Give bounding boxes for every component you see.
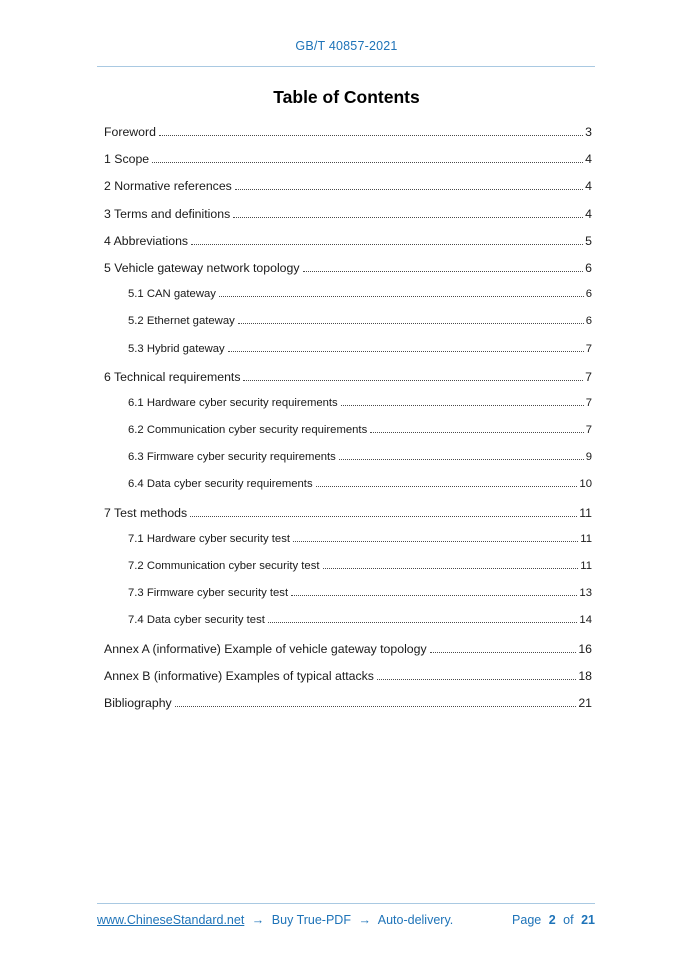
toc-entry-label: 7.1 Hardware cyber security test — [128, 532, 290, 545]
dot-leader — [190, 516, 577, 517]
toc-entry-page: 6 — [585, 315, 592, 328]
toc-entry-label: 5.2 Ethernet gateway — [128, 315, 235, 328]
toc-entry-page: 14 — [579, 614, 592, 627]
toc-entry-label: 7.2 Communication cyber security test — [128, 560, 320, 572]
toc-entry-label: 6.2 Communication cyber security requirements — [128, 424, 368, 437]
toc-entry — [104, 689, 592, 716]
dot-leader — [238, 323, 584, 324]
toc-entry-label: 5.1 CAN gateway — [128, 288, 216, 301]
dot-leader — [377, 679, 576, 680]
footer-action-delivery: Auto-delivery. — [377, 913, 454, 927]
toc-entry — [104, 172, 592, 199]
dot-leader — [219, 296, 584, 297]
of-label: of — [563, 913, 574, 927]
footer-left — [97, 913, 457, 927]
toc-entry — [104, 607, 592, 634]
dot-leader — [228, 351, 584, 352]
toc-entry — [104, 526, 592, 553]
dot-leader — [430, 652, 577, 653]
toc-entry-label: 5 Vehicle gateway network topology — [104, 260, 300, 275]
toc-entry — [104, 145, 592, 172]
toc-entry-label: 4 Abbreviations — [104, 233, 189, 248]
dot-leader — [323, 568, 579, 569]
dot-leader — [316, 486, 578, 487]
toc-entry-page: 4 — [585, 206, 592, 221]
toc-entry — [104, 635, 592, 662]
page-label: Page — [512, 913, 542, 927]
dot-leader — [159, 135, 583, 136]
toc-entry — [104, 336, 592, 363]
toc-entry-page: 7 — [585, 369, 592, 384]
toc-entry-page: 6 — [585, 260, 592, 275]
document-code: GB/T 40857-2021 — [295, 39, 398, 53]
dot-leader — [291, 595, 577, 596]
dot-leader — [152, 162, 583, 163]
toc-entry-label: Annex B (informative) Examples of typical attacks — [104, 668, 374, 683]
dot-leader — [175, 706, 577, 707]
toc-entry-page: 4 — [585, 179, 592, 194]
toc-entry-page: 10 — [579, 478, 592, 491]
toc-entry-label: Foreword — [104, 125, 156, 139]
footer-page-indicator — [508, 913, 595, 927]
toc-entry-label: 6.3 Firmware cyber security requirements — [128, 451, 336, 464]
toc-entry — [104, 499, 592, 526]
toc-entry-page: 13 — [579, 587, 592, 600]
footer-rule — [97, 903, 595, 904]
toc-entry-label: Bibliography — [104, 695, 172, 710]
page-current: 2 — [548, 913, 556, 927]
arrow-icon: → — [358, 913, 371, 927]
toc-entry-page: 3 — [585, 125, 592, 139]
dot-leader — [303, 271, 584, 272]
toc-list — [104, 118, 592, 716]
toc-entry-page: 7 — [585, 424, 592, 437]
toc-entry — [104, 417, 592, 444]
dot-leader — [235, 189, 583, 190]
toc-entry-label: 2 Normative references — [104, 179, 232, 194]
toc-entry-page: 16 — [578, 641, 592, 656]
toc-entry — [104, 662, 592, 689]
toc-entry-label: 1 Scope — [104, 152, 150, 167]
toc-entry-label: 6 Technical requirements — [104, 369, 241, 384]
toc-entry-page: 11 — [580, 560, 592, 572]
footer-action-buy: Buy True-PDF — [271, 913, 351, 927]
toc-entry-page: 9 — [585, 451, 592, 464]
footer-website-link[interactable]: www.ChineseStandard.net — [97, 913, 245, 927]
dot-leader — [191, 244, 583, 245]
page-total: 21 — [581, 913, 595, 927]
page-footer — [97, 913, 595, 927]
arrow-icon: → — [251, 913, 265, 927]
toc-entry — [104, 118, 592, 145]
page-title: Table of Contents — [273, 87, 420, 107]
toc-entry — [104, 254, 592, 281]
toc-entry — [104, 390, 592, 417]
toc-entry — [104, 553, 592, 580]
header-rule — [97, 66, 595, 67]
toc-entry-page: 5 — [585, 233, 592, 248]
toc-entry-label: 6.1 Hardware cyber security requirements — [128, 396, 338, 409]
dot-leader — [293, 541, 578, 542]
toc-entry-label: 7 Test methods — [104, 505, 188, 520]
toc-entry — [104, 471, 592, 498]
toc-entry — [104, 444, 592, 471]
dot-leader — [370, 432, 583, 433]
toc-entry-page: 7 — [585, 396, 592, 409]
toc-entry-page: 7 — [585, 342, 592, 355]
toc-entry-page: 11 — [579, 505, 592, 520]
toc-entry-label: 5.3 Hybrid gateway — [128, 342, 225, 355]
dot-leader — [268, 622, 578, 623]
toc-entry-page: 18 — [578, 668, 592, 683]
dot-leader — [341, 405, 584, 406]
toc-entry-label: 6.4 Data cyber security requirements — [128, 478, 313, 491]
toc-entry-page: 4 — [585, 152, 592, 167]
toc-entry — [104, 227, 592, 254]
toc-entry-label: 3 Terms and definitions — [104, 206, 231, 221]
dot-leader — [233, 217, 583, 218]
toc-entry-label: 7.3 Firmware cyber security test — [128, 587, 289, 600]
toc-entry-page: 21 — [578, 695, 592, 710]
toc-entry — [104, 580, 592, 607]
toc-entry-label: Annex A (informative) Example of vehicle gateway topology — [104, 641, 427, 656]
dot-leader — [339, 459, 584, 460]
dot-leader — [243, 380, 583, 381]
toc-entry-label: 7.4 Data cyber security test — [128, 614, 265, 627]
toc-entry — [104, 363, 592, 390]
toc-entry — [104, 281, 592, 308]
toc-entry-page: 6 — [585, 288, 592, 301]
toc-entry-page: 11 — [580, 532, 592, 545]
toc-entry — [104, 200, 592, 227]
toc-entry — [104, 308, 592, 335]
